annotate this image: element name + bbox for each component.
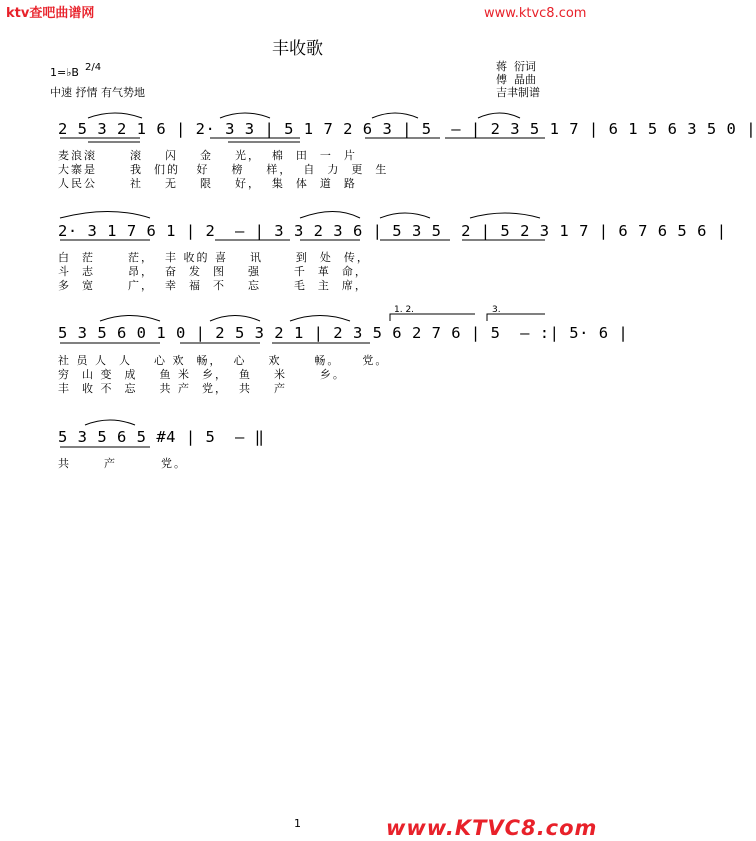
lyric-line-2-verse-2: 斗 志 昂， 奋 发 图 强 千 革 命，: [58, 265, 368, 278]
notation-line-1: 2 5 3 2 1 6 | 2· 3 3 | 5 1 7 2 6 3 | 5 – | 2 3 5 1 7 | 6 1 5 6 3 5 0 |: [58, 120, 756, 138]
notation-line-2: 2· 3 1 7 6 1 | 2 – | 3 3 2 3 6 | 5 3 5 2 | 5 2 3 1 7 | 6 7 6 5 6 |: [58, 222, 727, 240]
site-watermark-top-right: www.ktvc8.com: [484, 6, 587, 21]
lyric-line-3-verse-2: 穷 山 变 成 鱼 米 乡， 鱼 米 乡。: [58, 368, 346, 381]
lyric-line-1-verse-3: 人民公 社 无 限 好， 集 体 道 路: [58, 177, 357, 190]
lyric-line-3-verse-1: 社 员 人 人 心 欢 畅， 心 欢 畅。 党。: [58, 354, 389, 367]
key-signature: 1=♭B: [50, 66, 79, 79]
lyric-line-2-verse-1: 白 茫 茫， 丰 收的 喜 讯 到 处 传，: [58, 251, 370, 264]
time-signature: 2/4: [85, 62, 102, 73]
lyric-line-3-verse-3: 丰 收 不 忘 共 产 党， 共 产: [58, 382, 287, 395]
lyric-line-4-verse-1: 共 产 党。: [58, 457, 187, 470]
volta-1-2: 1. 2.: [394, 305, 415, 315]
composer-credit: 傅 晶曲: [496, 73, 536, 86]
song-title: 丰收歌: [272, 39, 323, 59]
volta-3: 3.: [492, 305, 501, 315]
site-watermark-bottom: www.KTVC8.com: [386, 816, 598, 840]
notation-line-3: 5 3 5 6 0 1 0 | 2 5 3 2 1 | 2 3 5 6 2 7 6 | 5 – :| 5· 6 |: [58, 324, 629, 342]
notation-line-4: 5 3 5 6 5 #4 | 5 – ‖: [58, 428, 265, 446]
page-number: 1: [294, 817, 301, 830]
tempo-marking: 中速 抒情 有气势地: [50, 86, 145, 99]
lyric-line-1-verse-1: 麦浪滚 滚 闪 金 光， 棉 田 一 片: [58, 149, 357, 162]
transcriber-credit: 吉聿制谱: [496, 86, 540, 99]
lyricist-credit: 蒋 衍词: [496, 60, 536, 73]
lyric-line-1-verse-2: 大寨是 我 们的 好 榜 样， 自 力 更 生: [58, 163, 389, 176]
lyric-line-2-verse-3: 多 宽 广， 幸 福 不 忘 毛 主 席，: [58, 279, 368, 292]
site-watermark-top-left: ktv查吧曲谱网: [6, 6, 95, 21]
